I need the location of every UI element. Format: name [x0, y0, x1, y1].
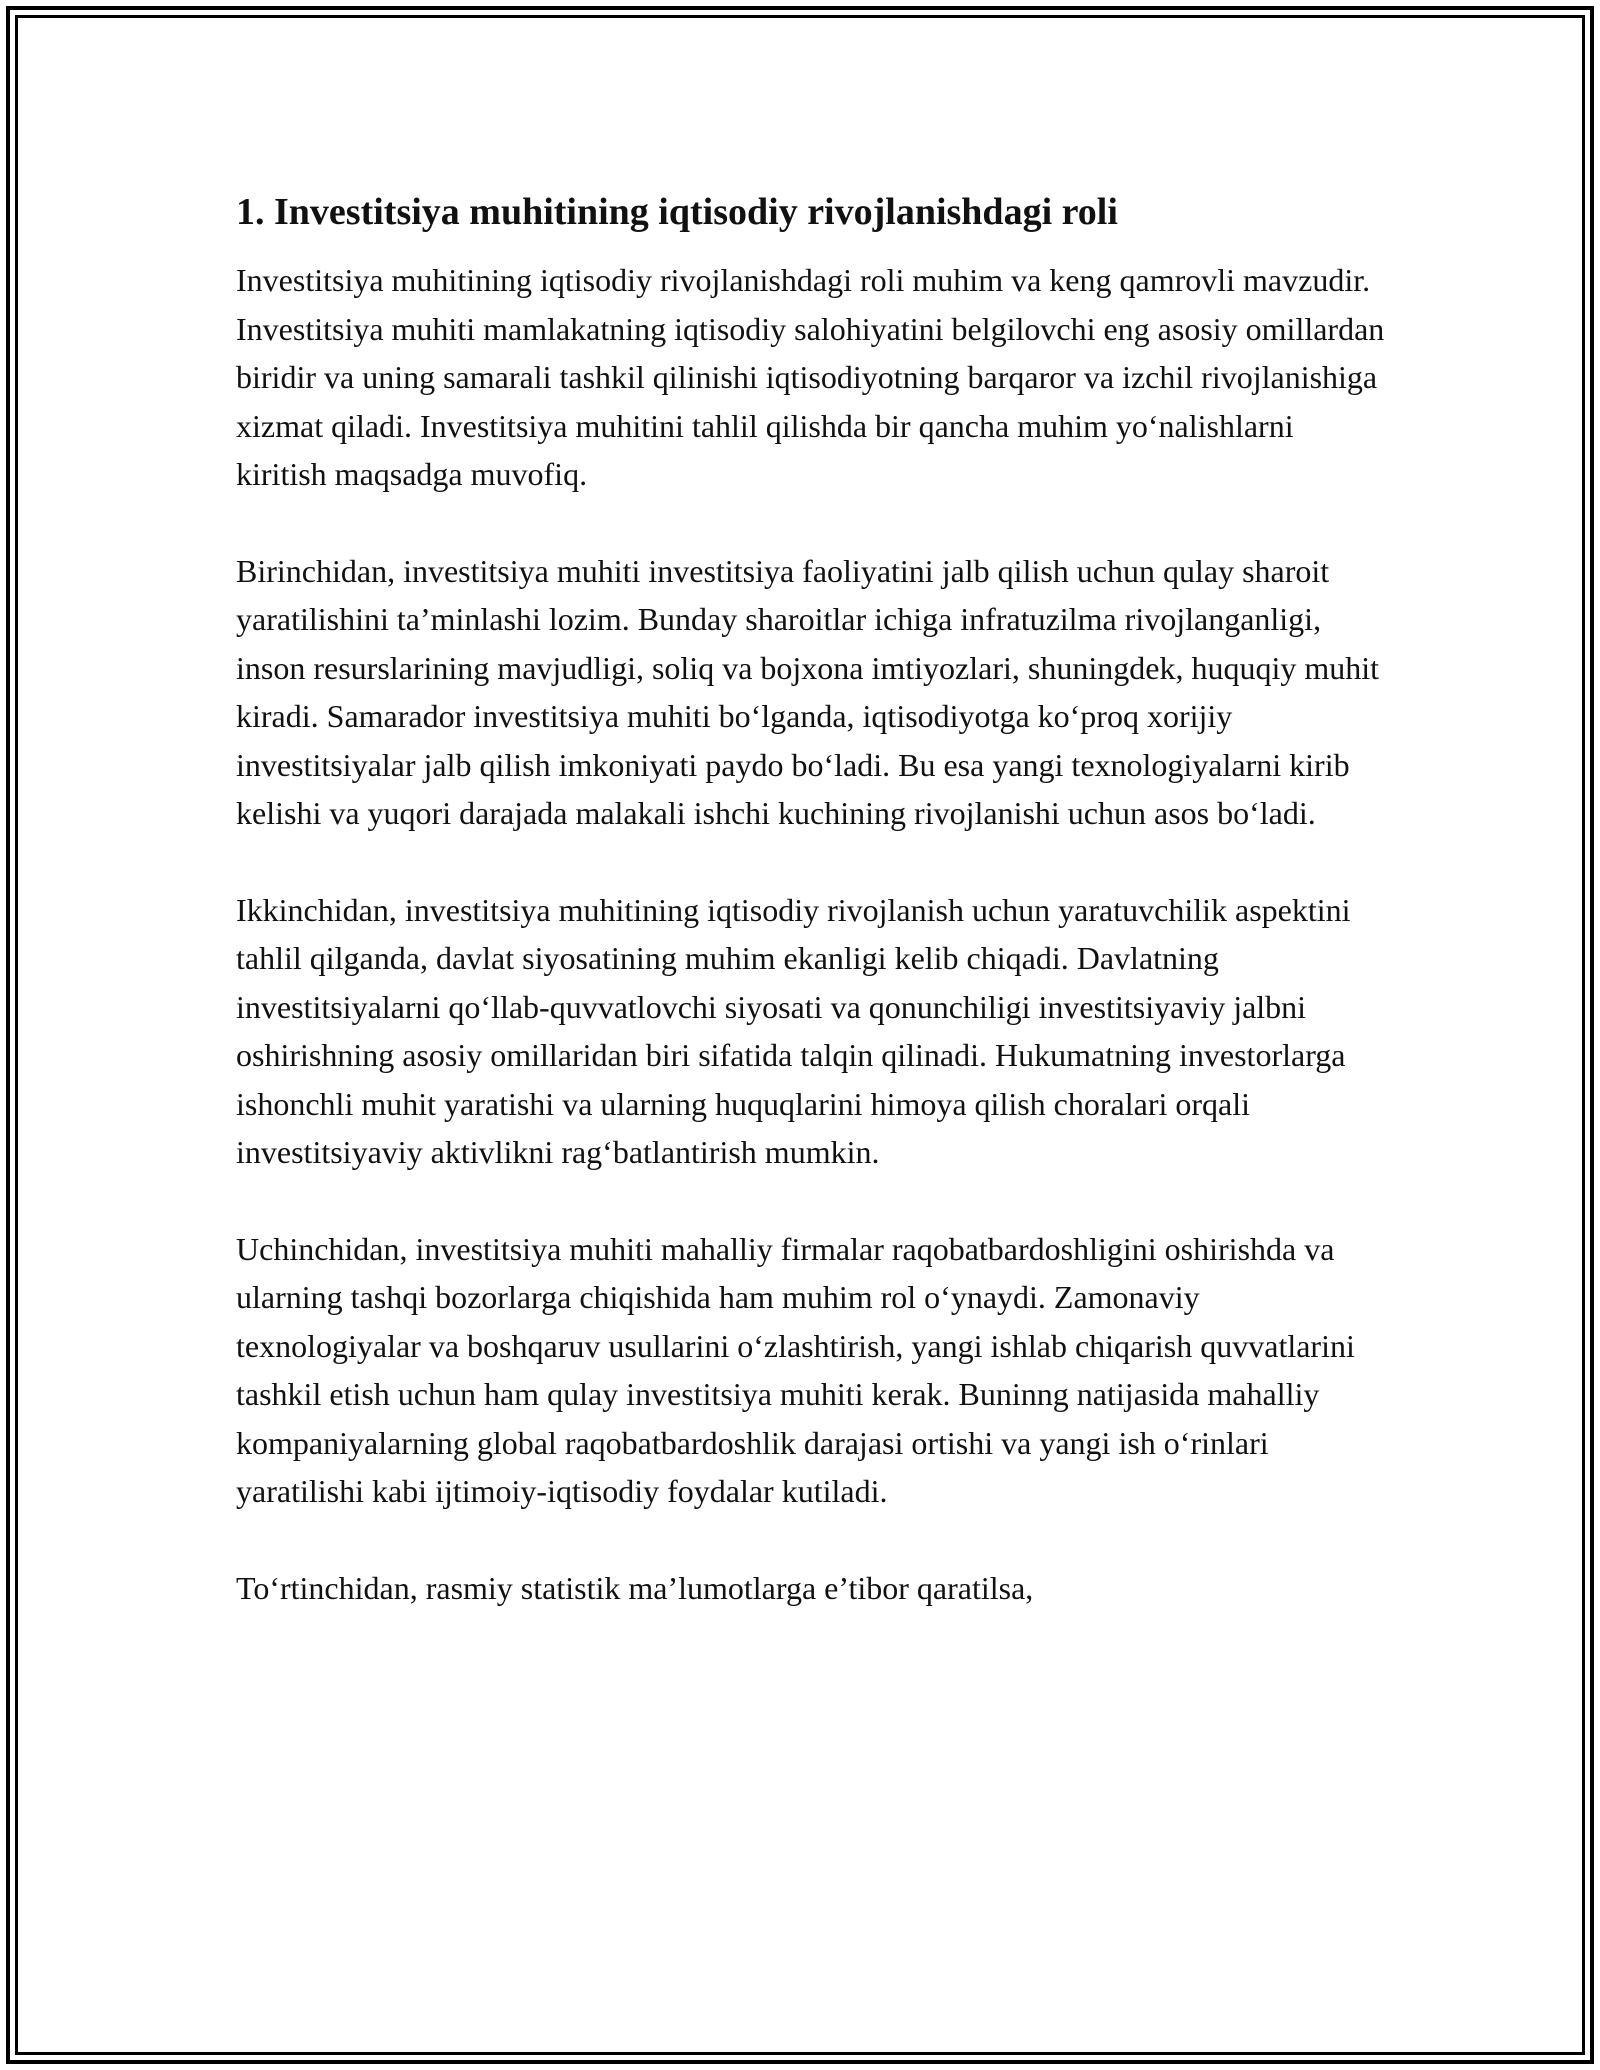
paragraph-second: Ikkinchidan, investitsiya muhitining iqtisodiy rivojlanish uchun yaratuvchilik aspektini tahlil qilganda, davlat siyosatining muhim ekanligi kelib chiqadi. Davlatning investitsiyalarni qo‘llab-quvvatlovchi siyosati va qonunchiligi investitsiyaviy jalbni oshirishning asosiy omillaridan biri sifatida talqin qilinadi. Hukumatning investorlarga ishonchli muhit yaratishi va ularning huquqlarini himoya qilish choralari orqali investitsiyaviy aktivlikni rag‘batlantirish mumkin. [236, 891, 1351, 1170]
paragraph-third: Uchinchidan, investitsiya muhiti mahalliy firmalar raqobatbardoshligini oshirishda va ularning tashqi bozorlarga chiqishida ham muhim rol o‘ynaydi. Zamonaviy texnologiyalar va boshqaruv usullarini o‘zlashtirish, yangi ishlab chiqarish quvvatlarini tashkil etish uchun ham qulay investitsiya muhiti kerak. Buninng natijasida mahalliy kompaniyalarning global raqobatbardoshlik darajasi ortishi va yangi ish o‘rinlari yaratilishi kabi ijtimoiy-iqtisodiy foydalar kutiladi. [236, 1230, 1355, 1509]
section-heading: 1. Investitsiya muhitining iqtisodiy rivojlanishdagi roli [236, 191, 1118, 233]
paragraph-fourth: To‘rtinchidan, rasmiy statistik ma’lumotlarga e’tibor qaratilsa, [236, 1569, 1034, 1606]
paragraph-first: Birinchidan, investitsiya muhiti investitsiya faoliyatini jalb qilish uchun qulay sharoit yaratilishini ta’minlashi lozim. Bunday sharoitlar ichiga infratuzilma rivojlanganligi, inson resurslarining mavjudligi, soliq va bojxona imtiyozlari, shuningdek, huquqiy muhit kiradi. Samarador investitsiya muhiti bo‘lganda, iqtisodiyotga ko‘proq xorijiy investitsiyalar jalb qilish imkoniyati paydo bo‘ladi. Bu esa yangi texnologiyalarni kirib kelishi va yuqori darajada malakali ishchi kuchining rivojlanishi uchun asos bo‘ladi. [236, 552, 1379, 831]
document-body [236, 186, 1386, 1660]
paragraph-intro: Investitsiya muhitining iqtisodiy rivojlanishdagi roli muhim va keng qamrovli mavzudir. Investitsiya muhiti mamlakatning iqtisodiy salohiyatini belgilovchi eng asosiy omillardan biridir va uning samarali tashkil qilinishi iqtisodiyotning barqaror va izchil rivojlanishiga xizmat qiladi. Investitsiya muhitini tahlil qilishda bir qancha muhim yo‘nalishlarni kiritish maqsadga muvofiq. [236, 262, 1385, 492]
